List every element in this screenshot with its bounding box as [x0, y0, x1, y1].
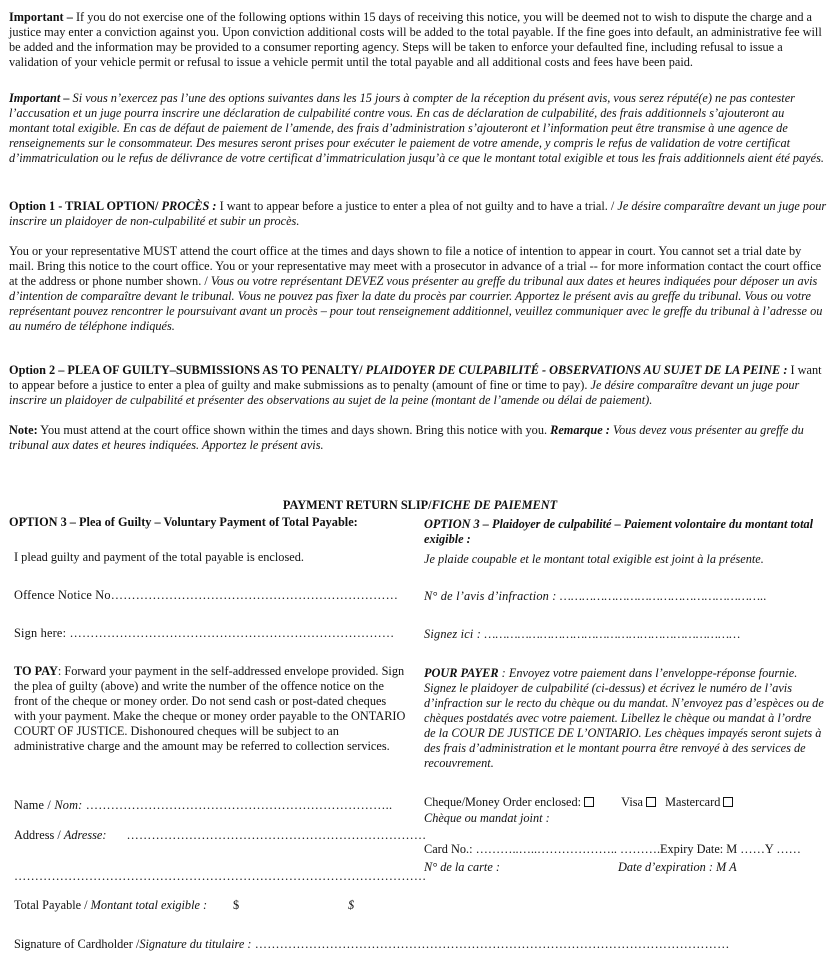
option1-body-fr: Vous ou votre représentant DEVEZ vous présenter au greffe du tribunal aux dates et heures indiquées pour déposer un avis d’intention de comparaître devant le tribunal. Vous ne pouvez pas fixer la date du procès par courrier. Apportez le présent avis au greffe du tribunal. Vous ou votre représentant pouvez rencontrer le poursuivant avant un procès – pour tout renseignement additionnel, veuillez communiquer avec le greffe du tribunal à l’adresse ou au numéro de téléphone indiqués.	[9, 274, 823, 333]
offence-notice-field-fr[interactable]: N° de l’avis d’infraction : ………………………………………………..	[424, 589, 767, 603]
mastercard-checkbox[interactable]	[723, 797, 733, 807]
option1-title-fr: PROCÈS :	[158, 199, 217, 213]
payment-method-options	[424, 795, 824, 810]
important-notice-fr	[9, 91, 827, 166]
pour-payer-label: POUR PAYER	[424, 666, 499, 680]
plead-en: I plead guilty and payment of the total payable is enclosed.	[14, 550, 304, 564]
to-pay-text: : Forward your payment in the self-addressed envelope provided. Sign the plea of guilty (above) and write the number of the offence notice on the front of the cheque or money order. Do not send cash or post-dated cheques with your payment. Make the cheque or money order payable to the ONTARIO COURT OF JUSTICE. Dishonoured cheques will be subject to an administrative charge and the amount may be referred to collection services.	[14, 664, 406, 753]
option2-text-fr: Je désire comparaître devant un juge pour inscrire un plaidoyer de culpabilité et présenter des observations au sujet de la peine (montant de l’amende ou délai de paiement).	[9, 378, 800, 407]
cardholder-signature-field[interactable]	[14, 937, 826, 952]
to-pay-label: TO PAY	[14, 664, 58, 678]
cheque-label-fr: Chèque ou mandat joint :	[424, 811, 550, 825]
name-dots: ………………………………………………………………..	[82, 798, 393, 812]
option2-title-fr: PLAIDOYER DE CULPABILITÉ - OBSERVATIONS AU SUJET DE LA PEINE :	[362, 363, 788, 377]
address-line-2[interactable]: ………………………………………………………………………………………	[14, 869, 427, 883]
visa-checkbox[interactable]	[646, 797, 656, 807]
option3-heading-fr	[424, 517, 824, 547]
cheque-checkbox[interactable]	[584, 797, 594, 807]
signature-label-fr: Signature du titulaire :	[139, 937, 252, 951]
address-label-fr: Adresse:	[63, 828, 107, 842]
signature-dots: ……………………………………………………………………………………………………	[251, 937, 730, 951]
note-text-en: You must attend at the court office shown within the times and days shown. Bring this notice with you.	[37, 423, 551, 437]
signature-label-en: Signature of Cardholder /	[14, 937, 140, 951]
total-dollar-fr: $	[348, 898, 355, 912]
address-dots: ………………………………………………………………	[126, 828, 427, 842]
important-label-fr: Important –	[9, 91, 70, 105]
card-number-field[interactable]: Card No.: ………..…..……………….. ……….Expiry Date: M ……Y ……	[424, 842, 801, 856]
slip-title-en: PAYMENT RETURN SLIP/	[282, 498, 432, 512]
option3-title-en: OPTION 3 – Plea of Guilty – Voluntary Payment of Total Payable:	[9, 515, 358, 529]
total-label-en: Total Payable /	[14, 898, 91, 912]
important-text-fr: Si vous n’exercez pas l’une des options suivantes dans les 15 jours à compter de la réception du présent avis, vous serez réputé(e) ne pas contester l’accusation et un juge pourra inscrire une déclaration de culpabilité contre vous. En cas de déclaration de culpabilité, des frais additionnels s’ajouteront au montant total exigible. En cas de défaut de paiement de l’amende, des frais d’administration s’ajouteront et l’information peut être transmise à une agence de renseignements sur le consommateur. Des mesures seront prises pour exécuter le paiement de votre amende, y compris le refus de validation de votre certificat d’immatriculation ou le refus de délivrance de votre certificat d’immatriculation jusqu’à ce que le montant total exigible et tous les frais additionnels aient été payés.	[9, 91, 824, 165]
name-label-fr: Nom:	[54, 798, 83, 812]
important-label: Important –	[9, 10, 73, 24]
to-pay-instructions	[14, 664, 409, 754]
important-notice-en	[9, 10, 827, 70]
option1-text-fr: Je désire comparaître devant un juge pour inscrire un plaidoyer de non-culpabilité et subir un procès.	[9, 199, 827, 228]
card-number-label-fr: N° de la carte :	[424, 860, 500, 874]
pour-payer-text: : Envoyez votre paiement dans l’enveloppe-réponse fournie. Signez le plaidoyer de culpabilité (ci-dessus) et écrivez le numéro de l’avis d’infraction sur le recto du chèque ou du mandat. N’envoyez pas d’espèces ou de chèques postdatés avec votre paiement. Libellez le chèque ou mandat à l’ordre de la COUR DE JUSTICE DE L’ONTARIO. Les chèques impayés seront sujets à des frais d’administration et le montant pourra être renvoyé à des services de recouvrement.	[424, 666, 824, 770]
note-text-fr: Vous devez vous présenter au greffe du tribunal aux dates et heures indiquées. Apportez le présent avis.	[9, 423, 804, 452]
option2-title-en: Option 2 – PLEA OF GUILTY–SUBMISSIONS AS TO PENALTY/	[9, 363, 363, 377]
sign-here-field-fr[interactable]: Signez ici : ……………………………………………………………	[424, 627, 741, 641]
pour-payer-instructions	[424, 666, 824, 771]
remarque-label: Remarque :	[550, 423, 610, 437]
option3-title-fr: OPTION 3 – Plaidoyer de culpabilité – Paiement volontaire du montant total exigible :	[424, 517, 814, 546]
option2-text-en: I want to appear before a justice to enter a plea of guilty and make submissions as to penalty (amount of fine or time to pay).	[9, 363, 822, 392]
offence-notice-field[interactable]: Offence Notice No……………………………………………………………	[14, 588, 399, 602]
address-field[interactable]	[14, 828, 427, 843]
important-text-en: If you do not exercise one of the following options within 15 days of receiving this notice, you will be deemed not to wish to dispute the charge and a justice may enter a conviction against you. Upon conviction additional costs will be added to the total payable. If the fine goes into default, an administrative fee will be added and the information may be provided to a consumer reporting agency. Steps will be taken to enforce your defaulted fine, including refusal to issue a validation of your vehicle permit or refusal to issue a vehicle permit until the total payable and all additional costs and fees have been paid.	[9, 10, 822, 69]
option1-text-en: I want to appear before a justice to enter a plea of not guilty and to have a trial. /	[216, 199, 618, 213]
cheque-label: Cheque/Money Order enclosed:	[424, 795, 582, 809]
note-label: Note:	[9, 423, 38, 437]
option1-title-en: Option 1 - TRIAL OPTION/	[9, 199, 159, 213]
option1-body-en: You or your representative MUST attend the court office at the times and days shown to file a notice of intention to appear in court. You cannot set a trial date by mail. Bring this notice to the court office. You or your representative may meet with a prosecutor in advance of a trial -- for more information contact the court office at the address or phone number shown. /	[9, 244, 822, 288]
total-dollar-en: $	[233, 898, 240, 912]
sign-here-field[interactable]: Sign here: ……………………………………………………………………	[14, 626, 395, 640]
note	[9, 423, 827, 453]
option2-heading	[9, 363, 827, 408]
name-label-en: Name /	[14, 798, 55, 812]
option1-heading	[9, 199, 827, 229]
option3-heading-en	[9, 515, 409, 530]
visa-label: Visa	[621, 795, 643, 809]
slip-title	[0, 498, 840, 513]
total-label-fr: Montant total exigible :	[90, 898, 208, 912]
address-label-en: Address /	[14, 828, 64, 842]
expiry-date-label-fr: Date d’expiration : M A	[618, 860, 737, 874]
option1-body	[9, 244, 827, 334]
name-field[interactable]	[14, 798, 409, 813]
slip-title-fr: FICHE DE PAIEMENT	[431, 498, 558, 512]
plead-fr: Je plaide coupable et le montant total exigible est joint à la présente.	[424, 552, 764, 566]
mastercard-label: Mastercard	[665, 795, 721, 809]
